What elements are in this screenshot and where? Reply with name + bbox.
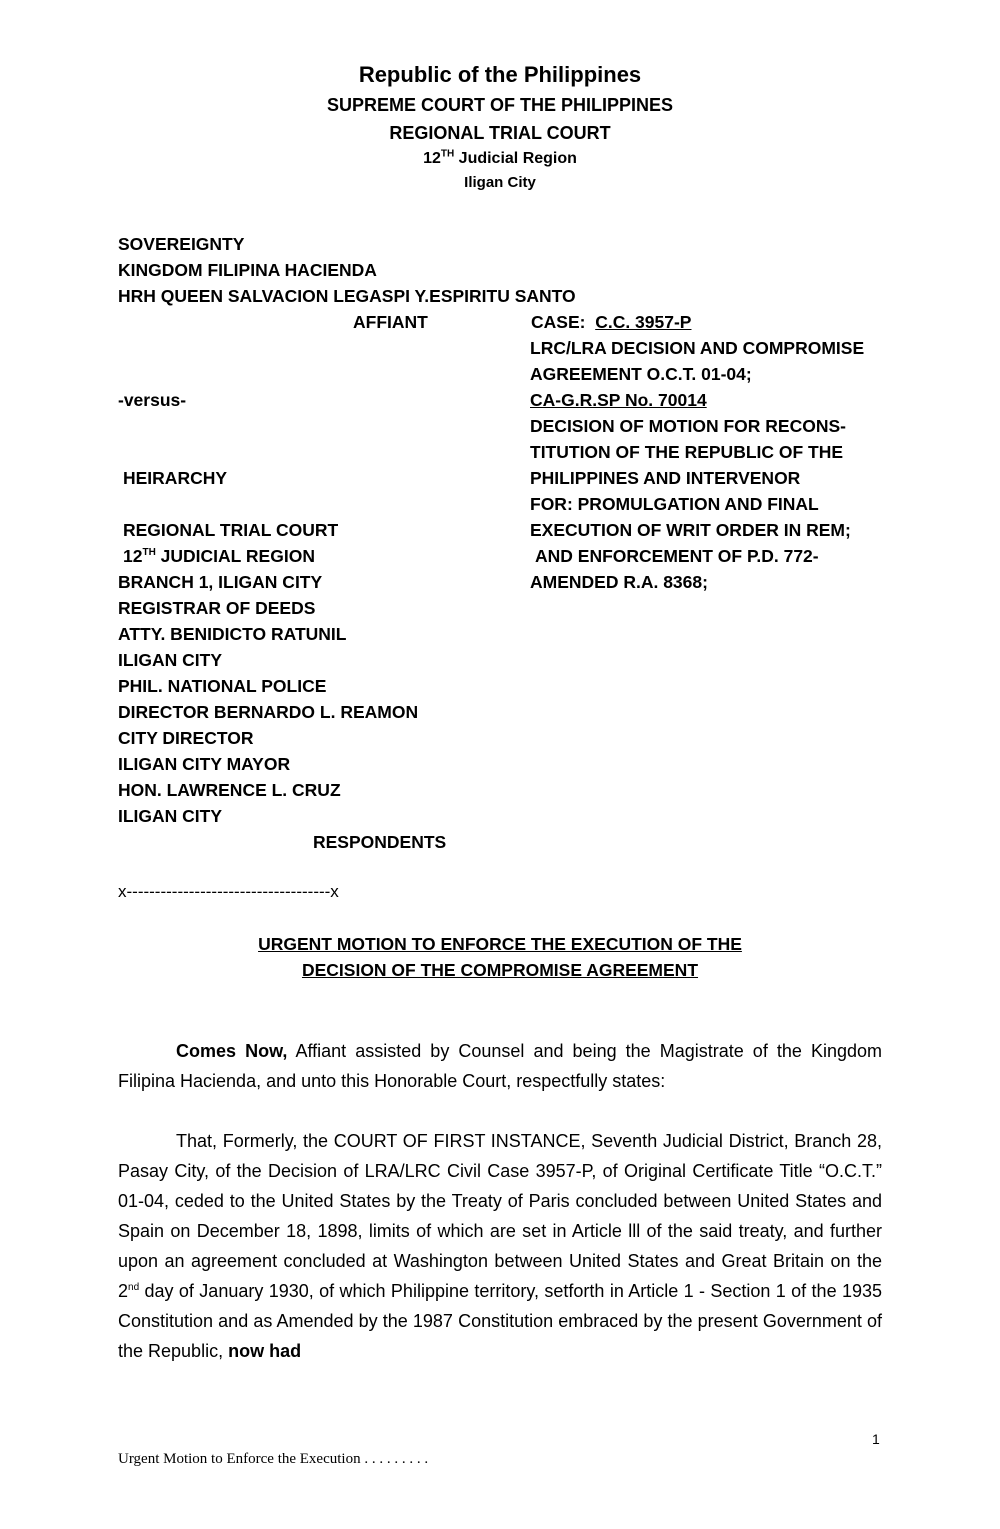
header-trial-court: REGIONAL TRIAL COURT xyxy=(389,123,611,143)
case-line-5: DECISION OF MOTION FOR RECONS- xyxy=(530,416,846,436)
case-line-8: FOR: PROMULGATION AND FINAL xyxy=(530,494,819,514)
affiant-line-2: KINGDOM FILIPINA HACIENDA xyxy=(118,260,377,280)
respondent-rtc: REGIONAL TRIAL COURT xyxy=(123,520,339,540)
paragraph-2-sup: nd xyxy=(128,1282,140,1293)
respondent-item: CITY DIRECTOR xyxy=(118,728,254,748)
respondent-region xyxy=(123,546,315,567)
respondent-item: ATTY. BENIDICTO RATUNIL xyxy=(118,624,347,644)
case-number: C.C. 3957-P xyxy=(595,312,692,332)
case-label: CASE: xyxy=(531,312,586,332)
header-city: Iligan City xyxy=(464,174,536,191)
header-republic: Republic of the Philippines xyxy=(358,62,642,87)
respondent-item: DIRECTOR BERNARDO L. REAMON xyxy=(118,702,419,722)
affiant-label: AFFIANT xyxy=(353,312,428,332)
body-paragraph-1 xyxy=(118,1036,882,1096)
case-line-6: TITUTION OF THE REPUBLIC OF THE xyxy=(530,442,844,462)
respondent-item: REGISTRAR OF DEEDS xyxy=(118,598,316,618)
respondent-item: HON. LAWRENCE L. CRUZ xyxy=(118,780,341,800)
motion-title-line-2: DECISION OF THE COMPROMISE AGREEMENT xyxy=(301,960,699,980)
ca-number: CA-G.R.SP No. 70014 xyxy=(530,390,707,410)
paragraph-2-text-a: That, Formerly, the COURT OF FIRST INSTANCE, Seventh Judicial District, Branch 28, Pasay City, of the Decision of LRA/LRC Civil Case 3957-P, of Original Certificate Title “O.C.T.” 01-04, ceded to the United States by the Treaty of Paris concluded between United States and Spain on December 18, 1898, limits of which are set in Article lll of the said treaty, and further upon an agreement concluded at Washington between United States and Great Britain on the 2 xyxy=(118,1131,882,1301)
header-region-num: 12 xyxy=(423,150,441,167)
header-region-text: Judicial Region xyxy=(454,150,577,167)
header-supreme-court: SUPREME COURT OF THE PHILIPPINES xyxy=(326,95,674,115)
respondent-region-text: JUDICIAL REGION xyxy=(155,546,315,566)
case-line-11: AMENDED R.A. 8368; xyxy=(530,572,708,592)
case-line-10: AND ENFORCEMENT OF P.D. 772- xyxy=(535,546,819,566)
respondents-label: RESPONDENTS xyxy=(313,832,447,852)
case-line-9: EXECUTION OF WRIT ORDER IN REM; xyxy=(530,520,851,540)
respondent-heirarchy: HEIRARCHY xyxy=(123,468,228,488)
case-line-3: AGREEMENT O.C.T. 01-04; xyxy=(530,364,752,384)
respondent-item: ILIGAN CITY MAYOR xyxy=(118,754,291,774)
case-number-line xyxy=(531,312,691,333)
header-region-sup: TH xyxy=(440,148,455,160)
paragraph-2-bold-end: now had xyxy=(228,1341,302,1361)
respondent-region-num: 12 xyxy=(123,546,143,566)
versus-label: -versus- xyxy=(118,390,187,410)
respondent-item: BRANCH 1, ILIGAN CITY xyxy=(118,572,323,592)
page-number: 1 xyxy=(872,1431,880,1447)
respondent-item: PHIL. NATIONAL POLICE xyxy=(118,676,327,696)
comes-now-label: Comes Now, xyxy=(176,1041,288,1061)
case-line-7: PHILIPPINES AND INTERVENOR xyxy=(530,468,801,488)
caption-divider: x------------------------------------x xyxy=(118,882,339,901)
respondent-item: ILIGAN CITY xyxy=(118,650,223,670)
header-region xyxy=(0,150,1000,168)
paragraph-2-text-b: day of January 1930, of which Philippine territory, setforth in Article 1 - Section 1 of the 1935 Constitution and as Amended by the 1987 Constitution embraced by the present Government of the Republic, xyxy=(118,1281,882,1361)
respondent-item: ILIGAN CITY xyxy=(118,806,223,826)
body-paragraph-2 xyxy=(118,1126,882,1366)
respondent-region-sup: TH xyxy=(142,547,156,559)
affiant-line-1: SOVEREIGNTY xyxy=(118,234,245,254)
case-line-2: LRC/LRA DECISION AND COMPROMISE xyxy=(530,338,865,358)
affiant-line-3: HRH QUEEN SALVACION LEGASPI Y.ESPIRITU SANTO xyxy=(118,286,576,306)
motion-title-line-1: URGENT MOTION TO ENFORCE THE EXECUTION OF THE xyxy=(258,934,742,954)
paragraph-1-text: Affiant assisted by Counsel and being the Magistrate of the Kingdom Filipina Hacienda, and unto this Honorable Court, respectfully states: xyxy=(118,1041,882,1091)
running-footer: Urgent Motion to Enforce the Execution . . . . . . . . . xyxy=(118,1451,429,1467)
